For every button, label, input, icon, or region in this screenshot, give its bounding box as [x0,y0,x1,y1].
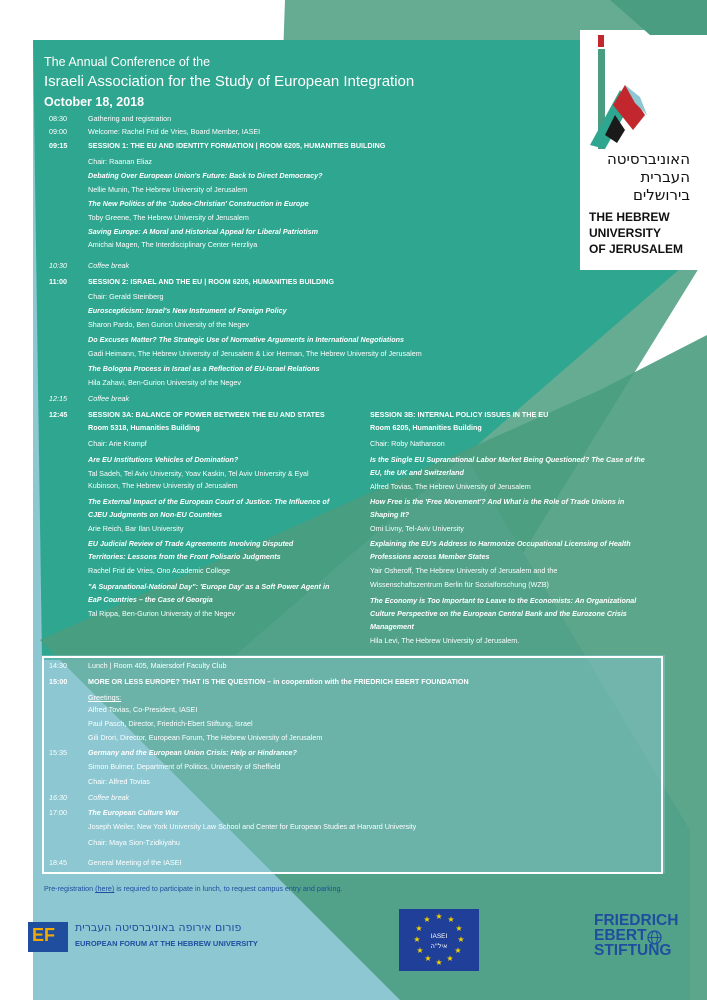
session-3a-line: Chair: Arie Krampf [88,439,147,448]
svg-text:★: ★ [446,954,454,963]
program-entry: Gadi Heimann, The Hebrew University of Jerusalem & Lior Herman, The Hebrew University of Jerusalem [88,349,422,358]
svg-text:★: ★ [454,946,462,955]
ef-english-name: EUROPEAN FORUM AT THE HEBREW UNIVERSITY [75,939,258,948]
session-3b-line: SESSION 3B: INTERNAL POLICY ISSUES IN THE EU [370,410,549,419]
program-entry: Euroscepticism: Israel's New Instrument of Foreign Policy [88,306,287,315]
session-3b-line: The Economy is Too Important to Leave to the Economists: An Organizational [370,596,637,605]
session-3b-line: Hila Levi, The Hebrew University of Jerusalem. [370,636,520,645]
huj-english-2: UNIVERSITY [589,226,662,240]
program-entry: SESSION 1: THE EU AND IDENTITY FORMATION | ROOM 6205, HUMANITIES BUILDING [88,141,386,150]
program-time: 11:00 [49,277,67,286]
prereg-text-after: is required to participate in lunch, to request campus entry and parking. [114,884,343,893]
afternoon-time: 17:00 [49,808,67,817]
program-entry: Hila Zahavi, Ben-Gurion University of the Negev [88,378,242,387]
program-time: 09:15 [49,141,68,150]
session-3b-line: Yair Osheroff, The Hebrew University of Jerusalem and the [370,566,558,575]
afternoon-entry: General Meeting of the IASEI [88,858,182,867]
session-3a-line: Territories: Lessons from the Front Polisario Judgments [88,552,281,561]
program-entry: SESSION 2: ISRAEL AND THE EU | ROOM 6205, HUMANITIES BUILDING [88,277,335,286]
session-3b-line: Chair: Roby Nathanson [370,439,445,448]
program-time: 12:15 [49,394,67,403]
svg-text:★: ★ [435,958,443,967]
hebrew-university-emblem-icon [585,35,650,150]
session-3a-line: Room 5318, Humanities Building [88,423,200,432]
program-entry: Nellie Munin, The Hebrew University of Jerusalem [88,185,248,194]
iasei-hebrew: איל"ה [430,942,448,950]
session-3a-line: SESSION 3A: BALANCE OF POWER BETWEEN THE EU AND STATES [88,410,325,419]
svg-text:★: ★ [424,954,432,963]
globe-icon [647,930,662,945]
afternoon-time: 18:45 [49,858,67,867]
huj-english-3: OF JERUSALEM [589,242,684,256]
program-time: 09:00 [49,127,67,136]
session-3a-line: Tal Rippa, Ben-Gurion University of the Negev [88,609,236,618]
session-3a-line: Arie Reich, Bar Ilan University [88,524,184,533]
session-3b-line: Alfred Tovias, The Hebrew University of Jerusalem [370,482,531,491]
program-entry: Chair: Gerald Steinberg [88,292,164,301]
program-entry: Sharon Pardo, Ben Gurion University of the Negev [88,320,250,329]
program-entry: Debating Over European Union's Future: Back to Direct Democracy? [88,171,323,180]
program-entry: Chair: Raanan Eliaz [88,157,152,166]
program-entry: Amichai Magen, The Interdisciplinary Center Herzliya [88,240,258,249]
huj-hebrew-3: בירושלים [632,186,690,204]
session-3b-line: Management [370,622,414,631]
program-entry: Saving Europe: A Moral and Historical Appeal for Liberal Patriotism [88,227,319,236]
session-3a-line: EU Judicial Review of Trade Agreements Involving Disputed [88,539,294,548]
afternoon-entry: Greetings: [88,693,122,702]
session-3a-line: CJEU Judgments on Non-EU Countries [88,510,223,519]
prereg-text-before: Pre-registration [44,884,96,893]
header-title: Israeli Association for the Study of European Integration [44,73,415,90]
huj-english-1: THE HEBREW [589,210,670,224]
european-forum-logo-icon: EF [28,922,68,952]
session-3b-line: EU, the UK and Switzerland [370,468,464,477]
iasei-label: IASEI [430,933,448,940]
afternoon-entry: Lunch | Room 405, Maiersdorf Faculty Club [88,661,227,670]
prereg-link[interactable]: (here) [95,884,115,893]
fes-line-3: STIFTUNG [594,942,672,959]
svg-text:★: ★ [416,946,424,955]
program-entry: Gathering and registration [88,114,172,123]
huj-hebrew-2: העברית [640,168,690,186]
afternoon-entry: Germany and the European Union Crisis: Help or Hindrance? [88,748,297,757]
afternoon-time: 15:00 [49,677,68,686]
session-3b-line: Room 6205, Humanities Building [370,423,482,432]
svg-text:★: ★ [415,924,423,933]
afternoon-entry: Gili Drori, Director, European Forum, The Hebrew University of Jerusalem [88,733,323,742]
svg-text:★: ★ [435,912,443,921]
huj-hebrew-1: האוניברסיטה [606,150,690,168]
eu-stars-icon [399,909,479,971]
session-3a-line: Tal Sadeh, Tel Aviv University, Yoav Kaskin, Tel Aviv University & Eyal [88,469,309,478]
afternoon-entry: Chair: Alfred Tovias [88,777,150,786]
session-3a-line: Kubinson, The Hebrew University of Jerusalem [88,481,238,490]
iasei-logo [399,909,479,971]
session-3b-line: Shaping It? [370,510,410,519]
afternoon-time: 14:30 [49,661,67,670]
fes-line-1: FRIEDRICH [594,912,679,929]
program-entry: Coffee break [88,261,130,270]
session-3b-line: How Free is the 'Free Movement'? And What is the Role of Trade Unions in [370,497,625,506]
program-entry: Toby Greene, The Hebrew University of Jerusalem [88,213,249,222]
afternoon-time: 15:35 [49,748,67,757]
afternoon-entry: The European Culture War [88,808,179,817]
session-3b-line: Culture Perspective on the European Central Bank and the Eurozone Crisis [370,609,627,618]
header-line-1: The Annual Conference of the [44,55,211,69]
ef-hebrew-name: פורום אירופה באוניברסיטה העברית [75,921,242,934]
program-time: 10:30 [49,261,67,270]
program-entry: Do Excuses Matter? The Strategic Use of Normative Arguments in International Negotiations [88,335,405,344]
session-3b-line: Wissenschaftszentrum Berlin für Sozialforschung (WZB) [370,580,549,589]
afternoon-entry: Chair: Maya Sion-Tzidkiyahu [88,838,180,847]
session-3b-line: Omi Livny, Tel-Aviv University [370,524,464,533]
session-3a-line: EaP Countries – the Case of Georgia [88,595,213,604]
preregistration-note [44,884,342,893]
header-date: October 18, 2018 [44,95,145,109]
session-3b-line: Is the Single EU Supranational Labor Market Being Questioned? The Case of the [370,455,645,464]
program-time: 12:45 [49,410,68,419]
session-3a-line: Rachel Frid de Vries, Ono Academic College [88,566,230,575]
afternoon-entry: MORE OR LESS EUROPE? THAT IS THE QUESTION – in cooperation with the FRIEDRICH EBERT FOUNDATION [88,677,469,686]
program-entry: Welcome: Rachel Frid de Vries, Board Member, IASEI [88,127,261,136]
afternoon-entry: Joseph Weiler, New York University Law School and Center for European Studies at Harvard University [88,822,417,831]
session-3b-line: Explaining the EU's Address to Harmonize Occupational Licensing of Health [370,539,631,548]
svg-text:★: ★ [455,924,463,933]
session-3a-line: The External Impact of the European Court of Justice: The Influence of [88,497,330,506]
afternoon-entry: Alfred Tovias, Co-President, IASEI [88,705,198,714]
afternoon-entry: Simon Bulmer, Department of Politics, University of Sheffield [88,762,281,771]
afternoon-entry: Paul Pasch, Director, Friedrich-Ebert Stiftung, Israel [88,719,253,728]
afternoon-time: 16:30 [49,793,67,802]
session-3a-line: Are EU Institutions Vehicles of Domination? [88,455,239,464]
program-entry: The Bologna Process in Israel as a Reflection of EU-Israel Relations [88,364,320,373]
session-3a-line: "A Supranational-National Day": 'Europe Day' as a Soft Power Agent in [88,582,330,591]
fes-line-2: EBERT [594,927,647,944]
svg-text:★: ★ [423,915,431,924]
session-3b-line: Professions across Member States [370,552,490,561]
fes-logo [594,913,678,958]
svg-text:★: ★ [457,935,465,944]
program-time: 08:30 [49,114,67,123]
program-entry: Coffee break [88,394,130,403]
svg-text:★: ★ [447,915,455,924]
program-entry: The New Politics of the 'Judeo-Christian' Construction in Europe [88,199,309,208]
svg-text:★: ★ [413,935,421,944]
afternoon-entry: Coffee break [88,793,130,802]
